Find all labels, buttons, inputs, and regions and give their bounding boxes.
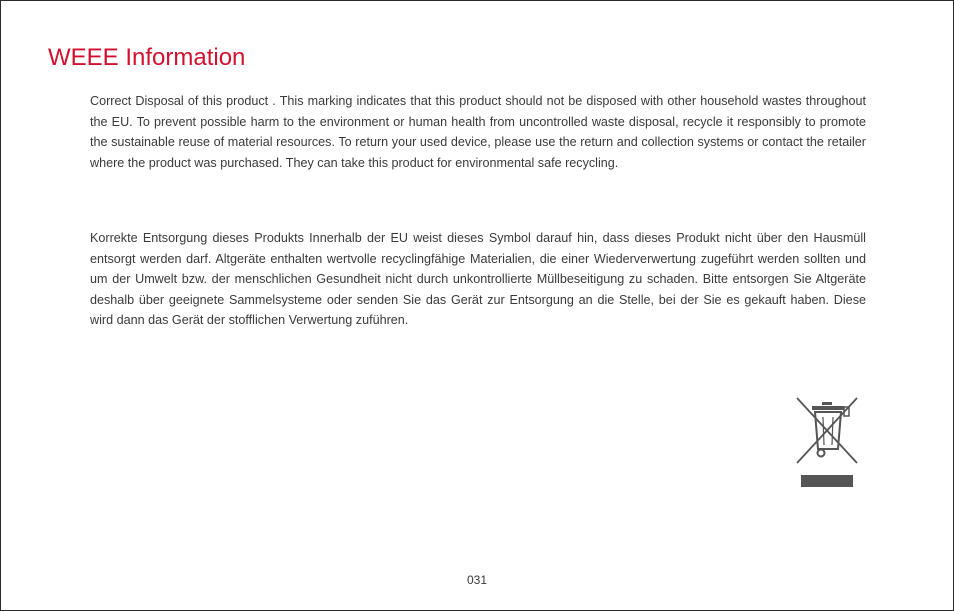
weee-paragraph-english: Correct Disposal of this product . This marking indicates that this product should not be disposed with other household wastes throughout the EU. To prevent possible harm to the environment or human health from uncontrolled waste disposal, recycle it responsibly to promote the sustainable reuse of material resources. To return your used device, please use the return and collection systems or contact the retailer where the product was purchased. They can take this product for environmental safe recycling. [90,94,866,170]
bin-lid [812,406,844,410]
page-number: 031 [466,573,488,587]
bin-underbar [801,475,853,487]
bin-lid-handle [822,402,832,405]
weee-paragraph-german: Korrekte Entsorgung dieses Produkts Innerhalb der EU weist dieses Symbol darauf hin, dass dieses Produkt nicht über den Hausmüll entsorgt werden darf. Altgeräte enthalten wertvolle recyclingfähige Materialien, die einer Wiederverwertung zugeführt werden sollten und um der Umwelt bzw. der menschlichen Gesundheit nicht durch unkontrollierte Müllbeseitigung zu schaden. Bitte entsorgen Sie Altgeräte deshalb über geeignete Sammelsysteme oder senden Sie das Gerät zur Entsorgung an die Stelle, bei der Sie es gekauft haben. Diese wird dann das Gerät der stofflichen Verwertung zuführen. [90,231,866,327]
bin-rib-left [823,417,824,445]
wheelie-bin-svg [793,395,861,491]
bin-wheel [818,450,825,457]
crossed-out-wheelie-bin-icon [793,395,861,491]
bin-rib-right [832,417,833,445]
page-title: WEEE Information [48,44,246,71]
